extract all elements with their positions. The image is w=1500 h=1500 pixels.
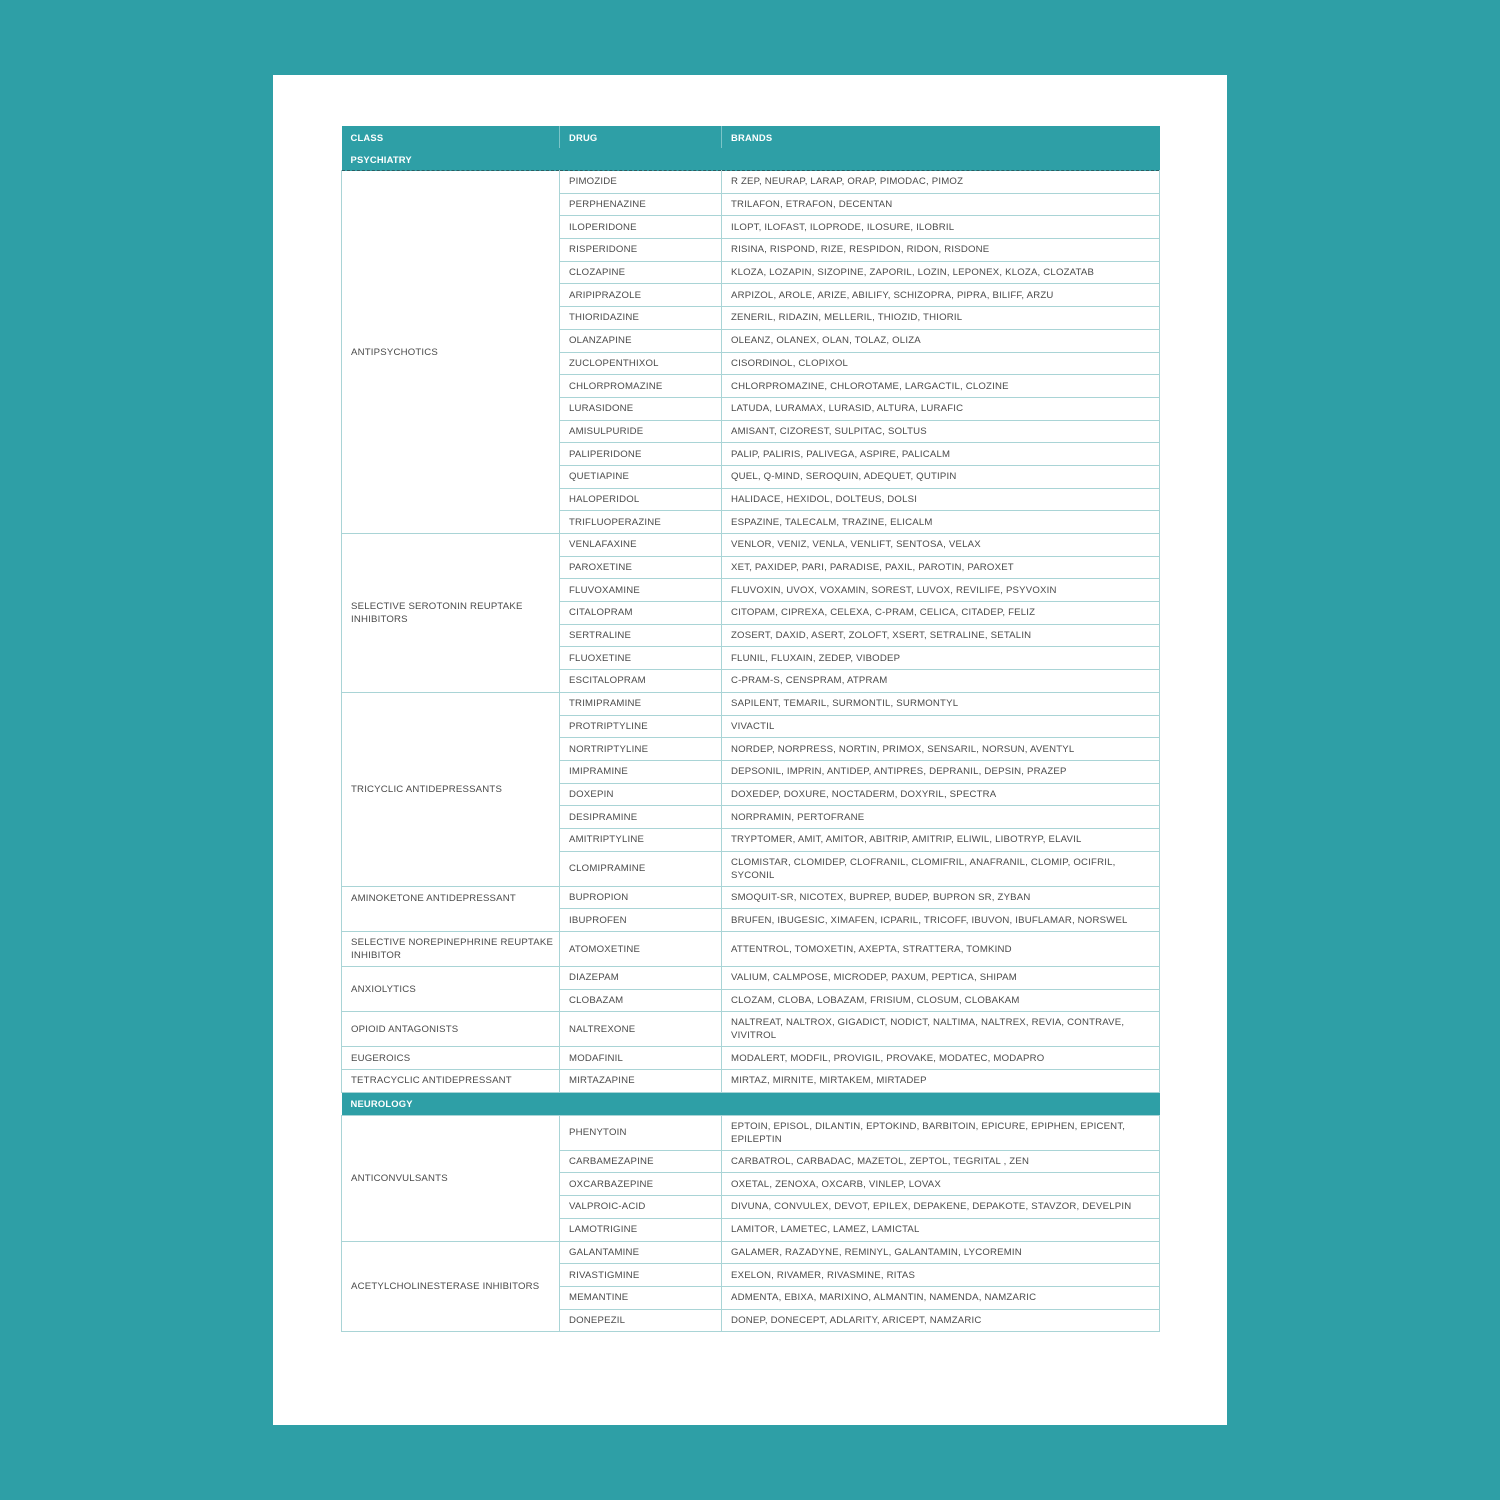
drug-name-cell: MEMANTINE — [560, 1286, 722, 1309]
drug-name-cell: MIRTAZAPINE — [560, 1070, 722, 1093]
table-row — [342, 886, 1160, 909]
brands-cell: ILOPT, ILOFAST, ILOPRODE, ILOSURE, ILOBRIL — [722, 216, 1160, 239]
brands-cell: HALIDACE, HEXIDOL, DOLTEUS, DOLSI — [722, 488, 1160, 511]
drug-class-cell: ANTIPSYCHOTICS — [342, 171, 560, 534]
drug-name-cell: FLUOXETINE — [560, 647, 722, 670]
table-row — [342, 1070, 1160, 1093]
brands-cell: SMOQUIT-SR, NICOTEX, BUPREP, BUDEP, BUPRON SR, ZYBAN — [722, 886, 1160, 909]
brands-cell: ZENERIL, RIDAZIN, MELLERIL, THIOZID, THIORIL — [722, 307, 1160, 330]
drug-class-cell: SELECTIVE NOREPINEPHRINE REUPTAKE INHIBITOR — [342, 932, 560, 967]
drug-name-cell: TRIFLUOPERAZINE — [560, 511, 722, 534]
drug-name-cell: TRIMIPRAMINE — [560, 692, 722, 715]
brands-cell: C-PRAM-S, CENSPRAM, ATPRAM — [722, 670, 1160, 693]
table-row — [342, 171, 1160, 194]
drug-name-cell: LURASIDONE — [560, 397, 722, 420]
drug-name-cell: FLUVOXAMINE — [560, 579, 722, 602]
brands-cell: SAPILENT, TEMARIL, SURMONTIL, SURMONTYL — [722, 692, 1160, 715]
brands-cell: BRUFEN, IBUGESIC, XIMAFEN, ICPARIL, TRICOFF, IBUVON, IBUFLAMAR, NORSWEL — [722, 909, 1160, 932]
brands-cell: ATTENTROL, TOMOXETIN, AXEPTA, STRATTERA, TOMKIND — [722, 932, 1160, 967]
table-row — [342, 1115, 1160, 1150]
table-row — [342, 692, 1160, 715]
drug-name-cell: ZUCLOPENTHIXOL — [560, 352, 722, 375]
drug-name-cell: VENLAFAXINE — [560, 534, 722, 557]
drug-name-cell: PHENYTOIN — [560, 1115, 722, 1150]
brands-cell: ESPAZINE, TALECALM, TRAZINE, ELICALM — [722, 511, 1160, 534]
drug-name-cell: DONEPEZIL — [560, 1309, 722, 1332]
table-row — [342, 967, 1160, 990]
drug-class-cell: TRICYCLIC ANTIDEPRESSANTS — [342, 692, 560, 886]
brands-cell: DEPSONIL, IMPRIN, ANTIDEP, ANTIPRES, DEPRANIL, DEPSIN, PRAZEP — [722, 760, 1160, 783]
drug-class-cell: TETRACYCLIC ANTIDEPRESSANT — [342, 1070, 560, 1093]
drug-name-cell: AMITRIPTYLINE — [560, 828, 722, 851]
drug-name-cell: MODAFINIL — [560, 1047, 722, 1070]
brands-cell: EXELON, RIVAMER, RIVASMINE, RITAS — [722, 1264, 1160, 1287]
brands-cell: CISORDINOL, CLOPIXOL — [722, 352, 1160, 375]
table-body — [342, 148, 1160, 1332]
section-row — [342, 148, 1160, 171]
section-row — [342, 1092, 1160, 1115]
brands-cell: ZOSERT, DAXID, ASERT, ZOLOFT, XSERT, SETRALINE, SETALIN — [722, 624, 1160, 647]
drug-name-cell: OLANZAPINE — [560, 329, 722, 352]
drug-name-cell: CLOMIPRAMINE — [560, 851, 722, 886]
brands-cell: NORDEP, NORPRESS, NORTIN, PRIMOX, SENSARIL, NORSUN, AVENTYL — [722, 738, 1160, 761]
drug-name-cell: PIMOZIDE — [560, 171, 722, 194]
brands-cell: MIRTAZ, MIRNITE, MIRTAKEM, MIRTADEP — [722, 1070, 1160, 1093]
drug-name-cell: IMIPRAMINE — [560, 760, 722, 783]
drug-name-cell: IBUPROFEN — [560, 909, 722, 932]
drug-name-cell: SERTRALINE — [560, 624, 722, 647]
brands-cell: R ZEP, NEURAP, LARAP, ORAP, PIMODAC, PIMOZ — [722, 171, 1160, 194]
brands-cell: CLOZAM, CLOBA, LOBAZAM, FRISIUM, CLOSUM, CLOBAKAM — [722, 989, 1160, 1012]
brands-cell: ARPIZOL, AROLE, ARIZE, ABILIFY, SCHIZOPRA, PIPRA, BILIFF, ARZU — [722, 284, 1160, 307]
drug-classification-table — [341, 126, 1160, 1332]
drug-name-cell: DIAZEPAM — [560, 967, 722, 990]
drug-class-cell: ANTICONVULSANTS — [342, 1115, 560, 1241]
document-page — [273, 75, 1227, 1425]
brands-cell: XET, PAXIDEP, PARI, PARADISE, PAXIL, PAROTIN, PAROXET — [722, 556, 1160, 579]
brands-cell: OXETAL, ZENOXA, OXCARB, VINLEP, LOVAX — [722, 1173, 1160, 1196]
table-row — [342, 1241, 1160, 1264]
drug-class-cell: ANXIOLYTICS — [342, 967, 560, 1012]
drug-name-cell: NORTRIPTYLINE — [560, 738, 722, 761]
drug-name-cell: CARBAMEZAPINE — [560, 1150, 722, 1173]
brands-cell: FLUVOXIN, UVOX, VOXAMIN, SOREST, LUVOX, REVILIFE, PSYVOXIN — [722, 579, 1160, 602]
brands-cell: MODALERT, MODFIL, PROVIGIL, PROVAKE, MODATEC, MODAPRO — [722, 1047, 1160, 1070]
brands-cell: ADMENTA, EBIXA, MARIXINO, ALMANTIN, NAMENDA, NAMZARIC — [722, 1286, 1160, 1309]
drug-name-cell: LAMOTRIGINE — [560, 1218, 722, 1241]
brands-cell: DOXEDEP, DOXURE, NOCTADERM, DOXYRIL, SPECTRA — [722, 783, 1160, 806]
drug-name-cell: BUPROPION — [560, 886, 722, 909]
drug-name-cell: PERPHENAZINE — [560, 193, 722, 216]
drug-name-cell: ESCITALOPRAM — [560, 670, 722, 693]
table-row — [342, 534, 1160, 557]
column-header-brands: BRANDS — [722, 126, 1160, 148]
drug-name-cell: ARIPIPRAZOLE — [560, 284, 722, 307]
column-header-class: CLASS — [342, 126, 560, 148]
brands-cell: AMISANT, CIZOREST, SULPITAC, SOLTUS — [722, 420, 1160, 443]
table-header-row — [342, 126, 1160, 148]
brands-cell: EPTOIN, EPISOL, DILANTIN, EPTOKIND, BARBITOIN, EPICURE, EPIPHEN, EPICENT, EPILEPTIN — [722, 1115, 1160, 1150]
brands-cell: CITOPAM, CIPREXA, CELEXA, C-PRAM, CELICA, CITADEP, FELIZ — [722, 602, 1160, 625]
drug-name-cell: AMISULPURIDE — [560, 420, 722, 443]
brands-cell: DIVUNA, CONVULEX, DEVOT, EPILEX, DEPAKENE, DEPAKOTE, STAVZOR, DEVELPIN — [722, 1196, 1160, 1219]
brands-cell: NORPRAMIN, PERTOFRANE — [722, 806, 1160, 829]
column-header-drug: DRUG — [560, 126, 722, 148]
drug-name-cell: CLOZAPINE — [560, 261, 722, 284]
drug-name-cell: QUETIAPINE — [560, 465, 722, 488]
drug-name-cell: PAROXETINE — [560, 556, 722, 579]
drug-class-cell: AMINOKETONE ANTIDEPRESSANT — [342, 886, 560, 931]
brands-cell: CLOMISTAR, CLOMIDEP, CLOFRANIL, CLOMIFRIL, ANAFRANIL, CLOMIP, OCIFRIL, SYCONIL — [722, 851, 1160, 886]
drug-class-cell: ACETYLCHOLINESTERASE INHIBITORS — [342, 1241, 560, 1332]
brands-cell: TRYPTOMER, AMIT, AMITOR, ABITRIP, AMITRIP, ELIWIL, LIBOTRYP, ELAVIL — [722, 828, 1160, 851]
drug-name-cell: NALTREXONE — [560, 1012, 722, 1047]
drug-name-cell: ATOMOXETINE — [560, 932, 722, 967]
table-row — [342, 1012, 1160, 1047]
drug-name-cell: HALOPERIDOL — [560, 488, 722, 511]
drug-name-cell: RIVASTIGMINE — [560, 1264, 722, 1287]
drug-name-cell: ILOPERIDONE — [560, 216, 722, 239]
drug-class-cell: EUGEROICS — [342, 1047, 560, 1070]
table-row — [342, 1047, 1160, 1070]
section-title: PSYCHIATRY — [342, 148, 1160, 171]
section-title: NEUROLOGY — [342, 1092, 1160, 1115]
drug-name-cell: OXCARBAZEPINE — [560, 1173, 722, 1196]
drug-name-cell: PALIPERIDONE — [560, 443, 722, 466]
table-row — [342, 932, 1160, 967]
drug-name-cell: CLOBAZAM — [560, 989, 722, 1012]
brands-cell: DONEP, DONECEPT, ADLARITY, ARICEPT, NAMZARIC — [722, 1309, 1160, 1332]
brands-cell: OLEANZ, OLANEX, OLAN, TOLAZ, OLIZA — [722, 329, 1160, 352]
brands-cell: FLUNIL, FLUXAIN, ZEDEP, VIBODEP — [722, 647, 1160, 670]
drug-name-cell: DOXEPIN — [560, 783, 722, 806]
brands-cell: QUEL, Q-MIND, SEROQUIN, ADEQUET, QUTIPIN — [722, 465, 1160, 488]
brands-cell: RISINA, RISPOND, RIZE, RESPIDON, RIDON, RISDONE — [722, 239, 1160, 262]
brands-cell: LATUDA, LURAMAX, LURASID, ALTURA, LURAFIC — [722, 397, 1160, 420]
drug-name-cell: THIORIDAZINE — [560, 307, 722, 330]
brands-cell: LAMITOR, LAMETEC, LAMEZ, LAMICTAL — [722, 1218, 1160, 1241]
drug-class-cell: OPIOID ANTAGONISTS — [342, 1012, 560, 1047]
brands-cell: CHLORPROMAZINE, CHLOROTAME, LARGACTIL, CLOZINE — [722, 375, 1160, 398]
brands-cell: CARBATROL, CARBADAC, MAZETOL, ZEPTOL, TEGRITAL , ZEN — [722, 1150, 1160, 1173]
brands-cell: GALAMER, RAZADYNE, REMINYL, GALANTAMIN, LYCOREMIN — [722, 1241, 1160, 1264]
brands-cell: PALIP, PALIRIS, PALIVEGA, ASPIRE, PALICALM — [722, 443, 1160, 466]
brands-cell: KLOZA, LOZAPIN, SIZOPINE, ZAPORIL, LOZIN, LEPONEX, KLOZA, CLOZATAB — [722, 261, 1160, 284]
drug-name-cell: DESIPRAMINE — [560, 806, 722, 829]
brands-cell: VENLOR, VENIZ, VENLA, VENLIFT, SENTOSA, VELAX — [722, 534, 1160, 557]
brands-cell: TRILAFON, ETRAFON, DECENTAN — [722, 193, 1160, 216]
drug-class-cell: SELECTIVE SEROTONIN REUPTAKE INHIBITORS — [342, 534, 560, 693]
drug-name-cell: CITALOPRAM — [560, 602, 722, 625]
brands-cell: VIVACTIL — [722, 715, 1160, 738]
drug-name-cell: RISPERIDONE — [560, 239, 722, 262]
drug-name-cell: VALPROIC-ACID — [560, 1196, 722, 1219]
drug-name-cell: GALANTAMINE — [560, 1241, 722, 1264]
brands-cell: NALTREAT, NALTROX, GIGADICT, NODICT, NALTIMA, NALTREX, REVIA, CONTRAVE, VIVITROL — [722, 1012, 1160, 1047]
brands-cell: VALIUM, CALMPOSE, MICRODEP, PAXUM, PEPTICA, SHIPAM — [722, 967, 1160, 990]
drug-name-cell: CHLORPROMAZINE — [560, 375, 722, 398]
drug-name-cell: PROTRIPTYLINE — [560, 715, 722, 738]
